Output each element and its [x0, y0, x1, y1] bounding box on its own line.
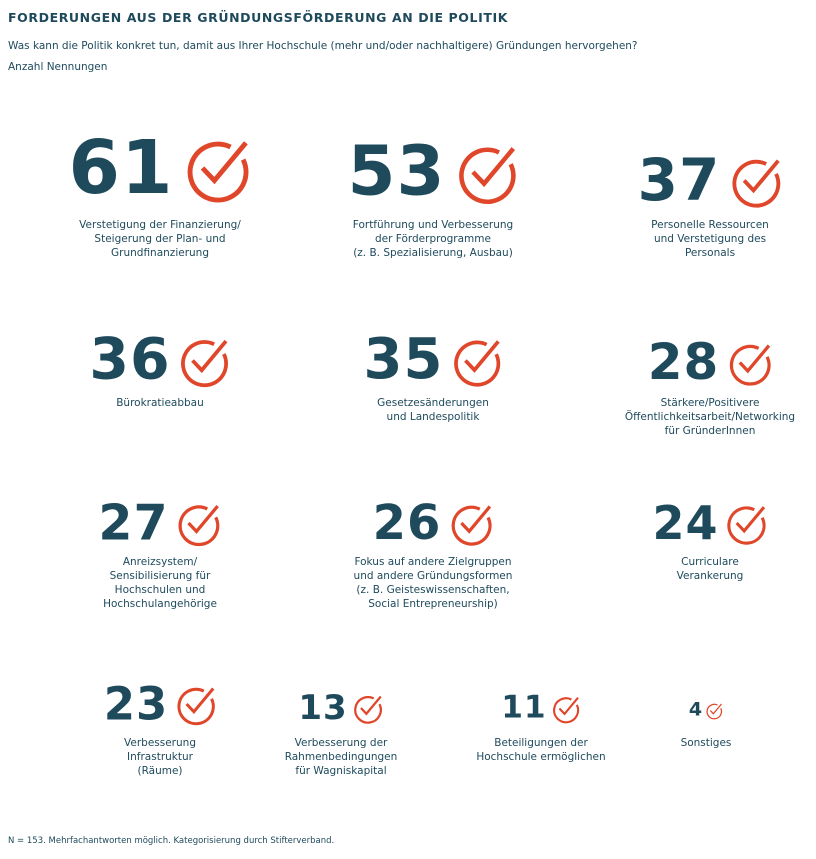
checkmark-icon [177, 333, 231, 387]
value-label: 37 [637, 146, 721, 214]
value-label: 36 [89, 326, 171, 393]
value-label: 28 [647, 333, 720, 391]
chart-title: FORDERUNGEN AUS DER GRÜNDUNGSFÖRDERUNG AN DIE POLITIK [8, 10, 509, 25]
category-label: Bürokratieabbau [116, 397, 204, 409]
category-label: Stärkere/Positivere Öffentlichkeitsarbeit/Networking für GründerInnen [624, 397, 796, 437]
category-label: Sonstiges [680, 737, 732, 749]
value-label: 35 [363, 327, 444, 392]
category-label: Beteiligungen der Hochschule ermöglichen [476, 737, 606, 763]
checkmark-icon [551, 693, 581, 723]
figure-3 [637, 146, 783, 214]
value-label: 26 [372, 495, 442, 551]
figure-5 [363, 327, 503, 392]
value-label: 27 [98, 494, 169, 552]
category-label: Verbesserung der Rahmenbedingungen für Wagniskapital [284, 737, 398, 777]
checkmark-icon [705, 701, 723, 719]
value-label: 23 [103, 677, 169, 731]
category-label: Personelle Ressourcen und Verstetigung des Personals [651, 219, 769, 259]
value-label: 61 [68, 125, 174, 211]
checkmark-icon [724, 501, 768, 545]
figure-12 [501, 689, 580, 726]
checkmark-icon [449, 334, 502, 387]
category-label: Fortführung und Verbesserung der Förderprogramme (z. B. Spezialisierung, Ausbau) [352, 219, 514, 259]
figure-9 [652, 496, 767, 550]
value-label: 13 [298, 688, 348, 728]
checkmark-icon [727, 153, 782, 208]
figure-2 [347, 131, 518, 212]
value-label: 24 [652, 496, 719, 550]
value-label: 53 [347, 131, 446, 212]
figure-1 [68, 125, 252, 211]
category-label: Anreizsystem/ Sensibilisierung für Hochschulen und Hochschulangehörige [103, 556, 217, 610]
checkmark-icon [447, 500, 493, 546]
chart-unit: Anzahl Nennungen [8, 61, 108, 73]
chart-question: Was kann die Politik konkret tun, damit aus Ihrer Hochschule (mehr und/oder nachhaltigere) Gründungen hervorgehen? [8, 40, 638, 52]
figure-8 [372, 495, 494, 551]
category-label: Fokus auf andere Zielgruppen und andere Gründungsformen (z. B. Geisteswissenschaften, Social Entrepreneurship) [353, 556, 513, 610]
figure-11 [298, 688, 383, 728]
figure-7 [98, 494, 221, 552]
checkmark-icon [725, 339, 772, 386]
category-label: Curriculare Verankerung [676, 556, 744, 582]
category-label: Verbesserung Infrastruktur (Räume) [124, 737, 196, 777]
figure-6 [647, 333, 773, 391]
checkmark-icon [175, 500, 222, 547]
footnote: N = 153. Mehrfachantworten möglich. Kategorisierung durch Stifterverband. [8, 836, 335, 846]
checkmark-icon [454, 140, 519, 205]
checkmark-icon [173, 683, 216, 726]
category-label: Gesetzesänderungen und Landespolitik [377, 397, 489, 423]
checkmark-icon [352, 692, 384, 724]
value-label: 4 [688, 698, 704, 721]
checkmark-icon [181, 133, 251, 203]
value-label: 11 [501, 689, 547, 726]
figure-10 [103, 677, 217, 731]
figure-13 [688, 698, 723, 721]
figure-4 [89, 326, 230, 393]
category-label: Verstetigung der Finanzierung/ Steigerung der Plan- und Grundfinanzierung [79, 219, 241, 259]
